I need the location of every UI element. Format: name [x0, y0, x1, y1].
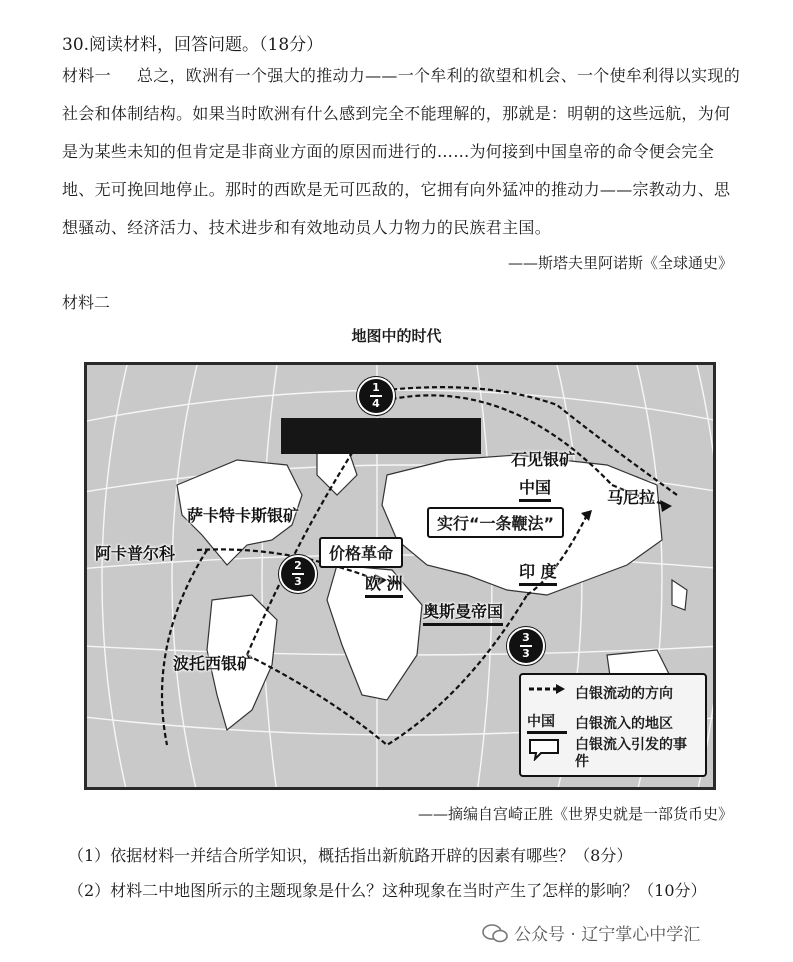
legend-inflow-text: 白银流入的地区 — [575, 715, 673, 732]
legend-row-inflow — [527, 711, 673, 734]
legend-row-flow — [527, 683, 673, 703]
event-price-revolution: 价格革命 — [319, 537, 403, 568]
label-europe: 欧 洲 — [365, 571, 403, 598]
map-legend — [519, 673, 707, 777]
watermark-text: 公众号 · 辽宁掌心中学汇 — [514, 925, 701, 945]
label-india: 印 度 — [519, 559, 557, 586]
material2-source: ——摘编自宫崎正胜《世界史就是一部货币史》 — [417, 805, 733, 823]
watermark — [482, 920, 700, 945]
silver-flow-map — [84, 362, 716, 790]
wechat-icon — [482, 923, 508, 943]
label-manila: 马尼拉 — [607, 488, 656, 507]
legend-inflow-sample: 中国 — [527, 711, 567, 734]
material1-text: 总之，欧洲有一个强大的推动力——一个牟利的欲望和机会、一个使牟利得以实现的社会和体制结构。如果当时欧洲有什么感到完全不能理解的，那就是：明朝的这些远航，为何是为某些未知的但肯定是非商业方面的原因而进行的……为何接到中国皇帝的命令便会完全地、无可挽回地停止。那时的西欧是无可匹敌的，它拥有向外猛冲的推动力——宗教动力、思想骚动、经济活力、技术进步和有效地动员人力物力的民族君主国。 — [62, 66, 741, 237]
question-title: 30.阅读材料，回答问题。（18分） — [62, 35, 324, 55]
redaction-block — [281, 418, 481, 454]
legend-flow-text: 白银流动的方向 — [575, 686, 673, 702]
label-potosi-silver-mine: 波托西银矿 — [173, 654, 254, 673]
label-zacatecas-silver-mine: 萨卡特卡斯银矿 — [187, 506, 300, 525]
badge-two-thirds: 2 3 — [279, 555, 317, 593]
badge-three-thirds: 3 3 — [507, 627, 545, 665]
material1-label: 材料一 — [62, 66, 111, 85]
question-1: （1）依据材料一并结合所学知识，概括指出新航路开辟的因素有哪些？（8分） — [68, 846, 633, 865]
map-title: 地图中的时代 — [351, 327, 442, 345]
label-acapulco: 阿卡普尔科 — [95, 544, 176, 563]
legend-row-event — [527, 737, 703, 771]
event-single-whip: 实行“一条鞭法” — [427, 507, 564, 538]
label-ottoman-empire: 奥斯曼帝国 — [423, 599, 503, 626]
question-2: （2）材料二中地图所示的主题现象是什么？这种现象在当时产生了怎样的影响？（10分） — [68, 881, 707, 900]
label-china: 中国 — [519, 475, 551, 502]
legend-event-text: 白银流入引发的事件 — [575, 737, 687, 770]
badge-one-quarter: 1 4 — [357, 377, 395, 415]
material1-paragraph — [62, 57, 740, 247]
material2-label: 材料二 — [62, 293, 111, 312]
material1-source: ——斯塔夫里阿诺斯《全球通史》 — [507, 254, 733, 272]
label-iwami-silver-mine: 石见银矿 — [511, 450, 576, 469]
